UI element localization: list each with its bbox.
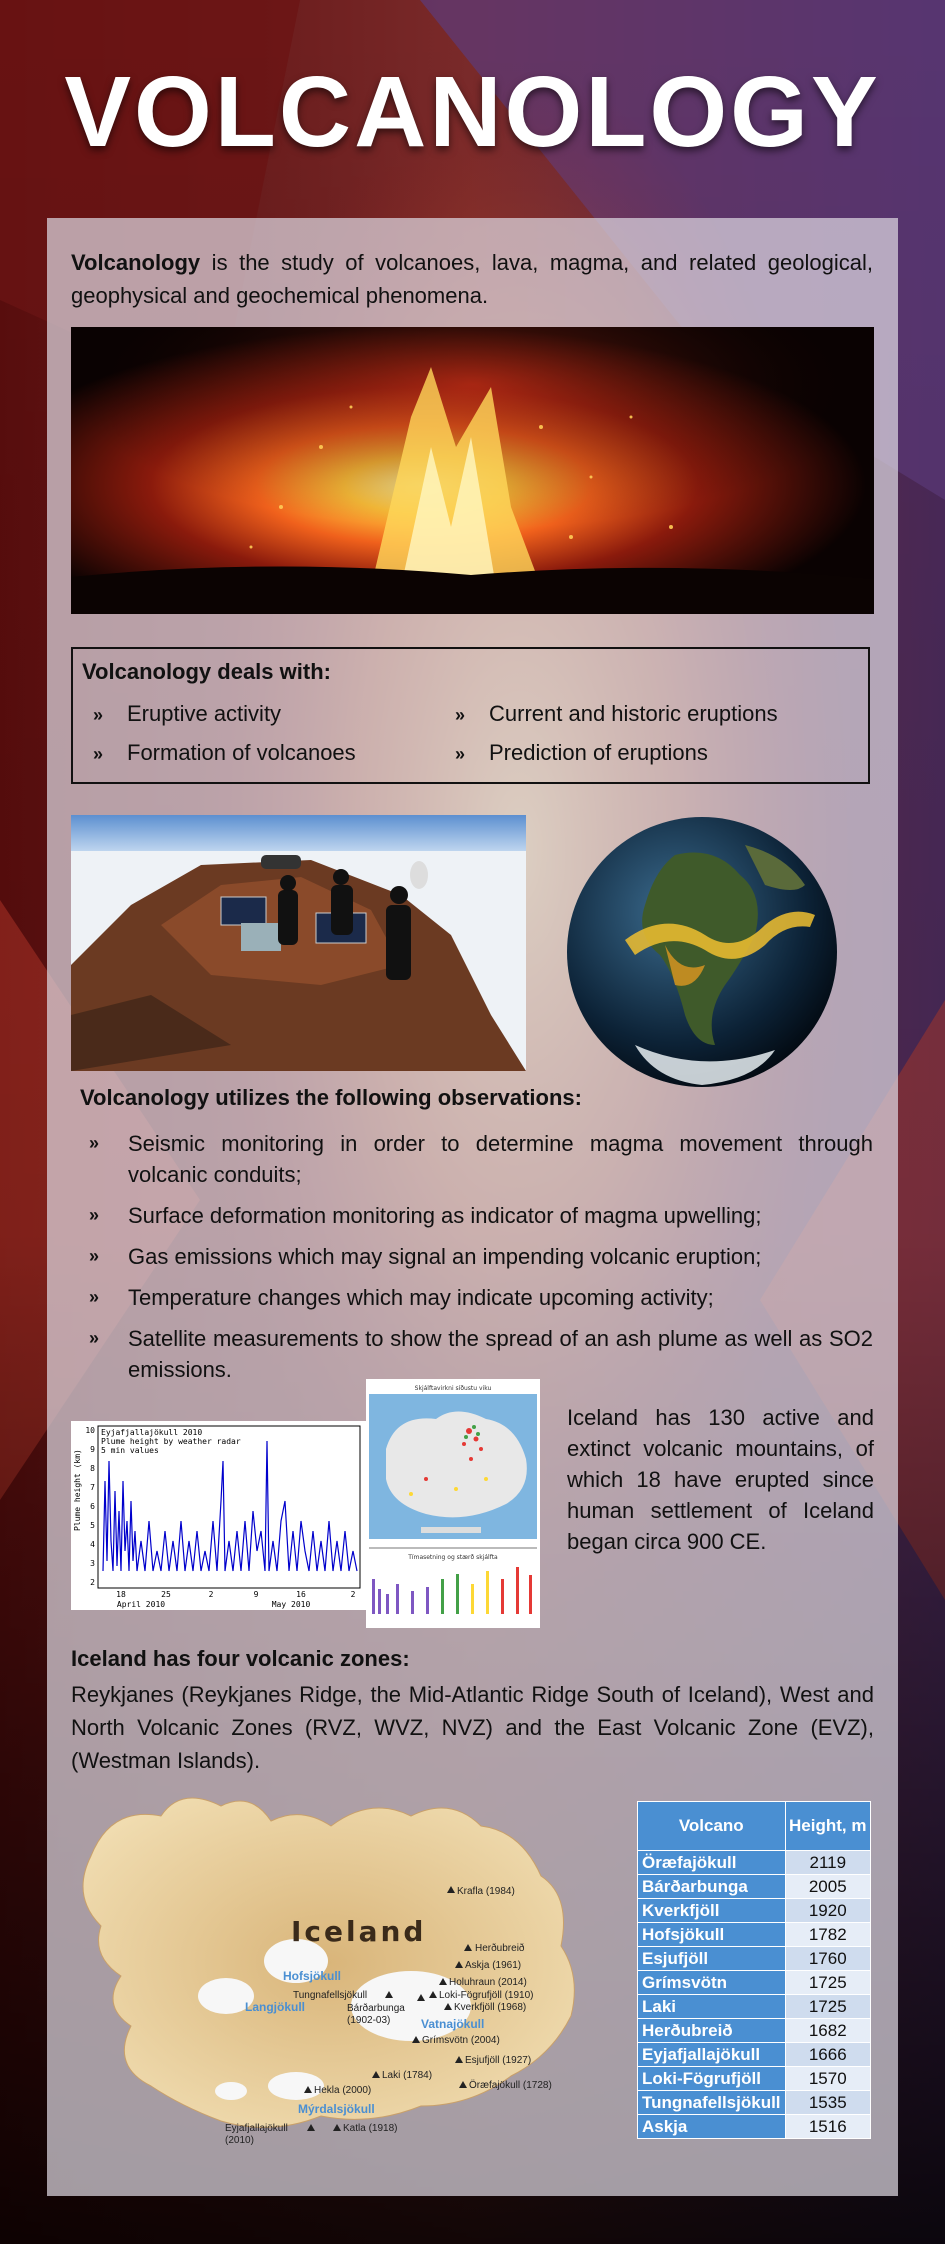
volcano-height-table	[637, 1801, 871, 2139]
intro-term: Volcanology	[71, 250, 201, 275]
iceland-volcano-map	[71, 1786, 631, 2158]
volcano-label: (2010)	[225, 2135, 254, 2146]
volcano-name-cell: Laki	[638, 1995, 786, 2019]
iceland-volcano-count-paragraph: Iceland has 130 active and extinct volcanic mountains, of which 18 have erupted since human settlement of Iceland began circa 900 CE.	[567, 1405, 874, 1554]
table-row	[638, 2043, 871, 2067]
volcano-name-cell: Öræfajökull	[638, 1851, 786, 1875]
volcano-label: Krafla (1984)	[457, 1886, 515, 1897]
table-row	[638, 2091, 871, 2115]
volcano-label: Kverkfjöll (1968)	[454, 2002, 527, 2013]
volcano-label: Laki (1784)	[382, 2070, 433, 2081]
intro-paragraph	[71, 246, 873, 312]
x-tick: 2	[208, 1590, 214, 1599]
chart-y-label: Plume height (km)	[73, 1449, 82, 1531]
volcano-name-cell: Eyjafjallajökull	[638, 2043, 786, 2067]
y-tick: 7	[90, 1483, 95, 1492]
glacier-label: Mýrdalsjökull	[298, 2102, 375, 2116]
deals-title: Volcanology deals with:	[82, 659, 331, 684]
height-cell: 1516	[785, 2115, 870, 2139]
volcano-label: Tungnafellsjökull	[293, 1990, 368, 2001]
table-row	[638, 1995, 871, 2019]
double-chevron-icon: »	[89, 1328, 100, 1348]
volcano-name-cell: Tungnafellsjökull	[638, 2091, 786, 2115]
y-tick: 8	[90, 1464, 95, 1473]
x-tick: 18	[116, 1590, 126, 1599]
volcano-name-cell: Loki-Fögrufjöll	[638, 2067, 786, 2091]
volcano-label: Hekla (2000)	[314, 2085, 372, 2096]
volcano-name-cell: Grímsvötn	[638, 1971, 786, 1995]
observation-item: » Temperature changes which may indicate upcoming activity;	[89, 1282, 873, 1313]
table-row	[638, 2067, 871, 2091]
volcano-label: Holuhraun (2014)	[449, 1977, 527, 1988]
volcano-label: (1902-03)	[347, 2015, 391, 2026]
table-row	[638, 1947, 871, 1971]
double-chevron-icon: »	[93, 744, 104, 764]
volcano-label: Eyjafjallajökull	[225, 2123, 288, 2134]
x-month-label: May 2010	[271, 1600, 311, 1609]
table-row	[638, 1875, 871, 1899]
table-row	[638, 1899, 871, 1923]
height-cell: 1682	[785, 2019, 870, 2043]
height-cell: 1725	[785, 1971, 870, 1995]
y-tick: 4	[90, 1540, 95, 1549]
ash-plume-globe-image	[565, 815, 840, 1090]
volcano-label: Grímsvötn (2004)	[422, 2035, 500, 2046]
deals-item: » Prediction of eruptions	[455, 740, 708, 765]
double-chevron-icon: »	[455, 744, 466, 764]
chart-title-line: Eyjafjallajökull 2010	[101, 1428, 203, 1437]
height-cell: 1920	[785, 1899, 870, 1923]
volcano-name-cell: Kverkfjöll	[638, 1899, 786, 1923]
earthquake-map-image	[366, 1379, 540, 1628]
volcano-name-cell: Askja	[638, 2115, 786, 2139]
volcano-name-cell: Herðubreið	[638, 2019, 786, 2043]
intro-text: is the study of volcanoes, lava, magma, and related geological, geophysical and geochemical phenomena.	[71, 250, 873, 308]
table-row	[638, 2019, 871, 2043]
deals-with-box	[71, 647, 870, 784]
y-tick: 6	[90, 1502, 95, 1511]
height-cell: 1725	[785, 1995, 870, 2019]
chart-title-line: 5 min values	[101, 1446, 159, 1455]
quake-map-header: Skjálftavirkni síðustu viku	[414, 1385, 492, 1392]
observation-item: » Surface deformation monitoring as indicator of magma upwelling;	[89, 1200, 873, 1231]
x-tick: 25	[161, 1590, 171, 1599]
map-title: Iceland	[291, 1915, 427, 1948]
glacier-label: Hofsjökull	[283, 1969, 342, 1983]
table-row	[638, 1971, 871, 1995]
y-tick: 2	[90, 1578, 95, 1587]
lava-eruption-photo	[71, 327, 874, 614]
observations-title: Volcanology utilizes the following observations:	[80, 1085, 582, 1110]
table-row	[638, 1851, 871, 1875]
deals-item: » Formation of volcanoes	[93, 740, 356, 765]
double-chevron-icon: »	[93, 705, 104, 725]
volcano-name-cell: Esjufjöll	[638, 1947, 786, 1971]
height-cell: 1782	[785, 1923, 870, 1947]
double-chevron-icon: »	[89, 1133, 100, 1153]
double-chevron-icon: »	[89, 1287, 100, 1307]
volcano-label: Bárðarbunga	[347, 2003, 405, 2014]
deals-item: » Current and historic eruptions	[455, 701, 778, 726]
height-cell: 1570	[785, 2067, 870, 2091]
field-monitoring-photo	[71, 815, 526, 1071]
volcano-label: Esjufjöll (1927)	[465, 2055, 532, 2066]
page-title: VOLCANOLOGY	[64, 56, 881, 168]
double-chevron-icon: »	[89, 1205, 100, 1225]
height-cell: 1535	[785, 2091, 870, 2115]
zones-title: Iceland has four volcanic zones:	[71, 1646, 410, 1671]
deals-item: » Eruptive activity	[93, 701, 282, 726]
glacier-label: Langjökull	[245, 2000, 305, 2014]
y-tick: 9	[90, 1445, 95, 1454]
table-row	[638, 2115, 871, 2139]
volcano-label: Öræfajökull (1728)	[469, 2080, 552, 2091]
y-tick: 10	[85, 1426, 95, 1435]
x-month-label: April 2010	[116, 1600, 166, 1609]
volcano-label: Katla (1918)	[343, 2123, 398, 2134]
height-cell: 1666	[785, 2043, 870, 2067]
volcano-label: Loki-Fögrufjöll (1910)	[439, 1990, 534, 2001]
y-tick: 3	[90, 1559, 95, 1568]
observation-item: » Gas emissions which may signal an impending volcanic eruption;	[89, 1241, 873, 1272]
observation-item: » Seismic monitoring in order to determine magma movement through volcanic conduits;	[89, 1128, 873, 1190]
table-header-height: Height, m	[785, 1802, 870, 1851]
volcano-label: Herðubreið	[475, 1943, 525, 1954]
plume-height-chart	[71, 1421, 368, 1610]
double-chevron-icon: »	[89, 1246, 100, 1266]
height-cell: 2119	[785, 1851, 870, 1875]
volcano-label: Askja (1961)	[465, 1960, 522, 1971]
x-tick: 2	[350, 1590, 356, 1599]
glacier-label: Vatnajökull	[421, 2017, 485, 2031]
double-chevron-icon: »	[455, 705, 466, 725]
y-tick: 5	[90, 1521, 95, 1530]
height-cell: 2005	[785, 1875, 870, 1899]
table-header-volcano: Volcano	[638, 1802, 786, 1851]
table-row	[638, 1923, 871, 1947]
volcano-name-cell: Bárðarbunga	[638, 1875, 786, 1899]
quake-map-footer: Tímasetning og stærð skjálfta	[408, 1554, 498, 1561]
height-cell: 1760	[785, 1947, 870, 1971]
x-tick: 16	[296, 1590, 306, 1599]
observations-list	[89, 1128, 873, 1395]
x-tick: 9	[253, 1590, 259, 1599]
chart-title-line: Plume height by weather radar	[101, 1437, 241, 1446]
volcano-name-cell: Hofsjökull	[638, 1923, 786, 1947]
zones-paragraph: Reykjanes (Reykjanes Ridge, the Mid-Atlantic Ridge South of Iceland), West and North Volcanic Zones (RVZ, WVZ, NVZ) and the East Volcanic Zone (EVZ), (Westman Islands).	[71, 1682, 874, 1773]
observation-item: » Satellite measurements to show the spread of an ash plume as well as SO2 emissions.	[89, 1323, 873, 1385]
